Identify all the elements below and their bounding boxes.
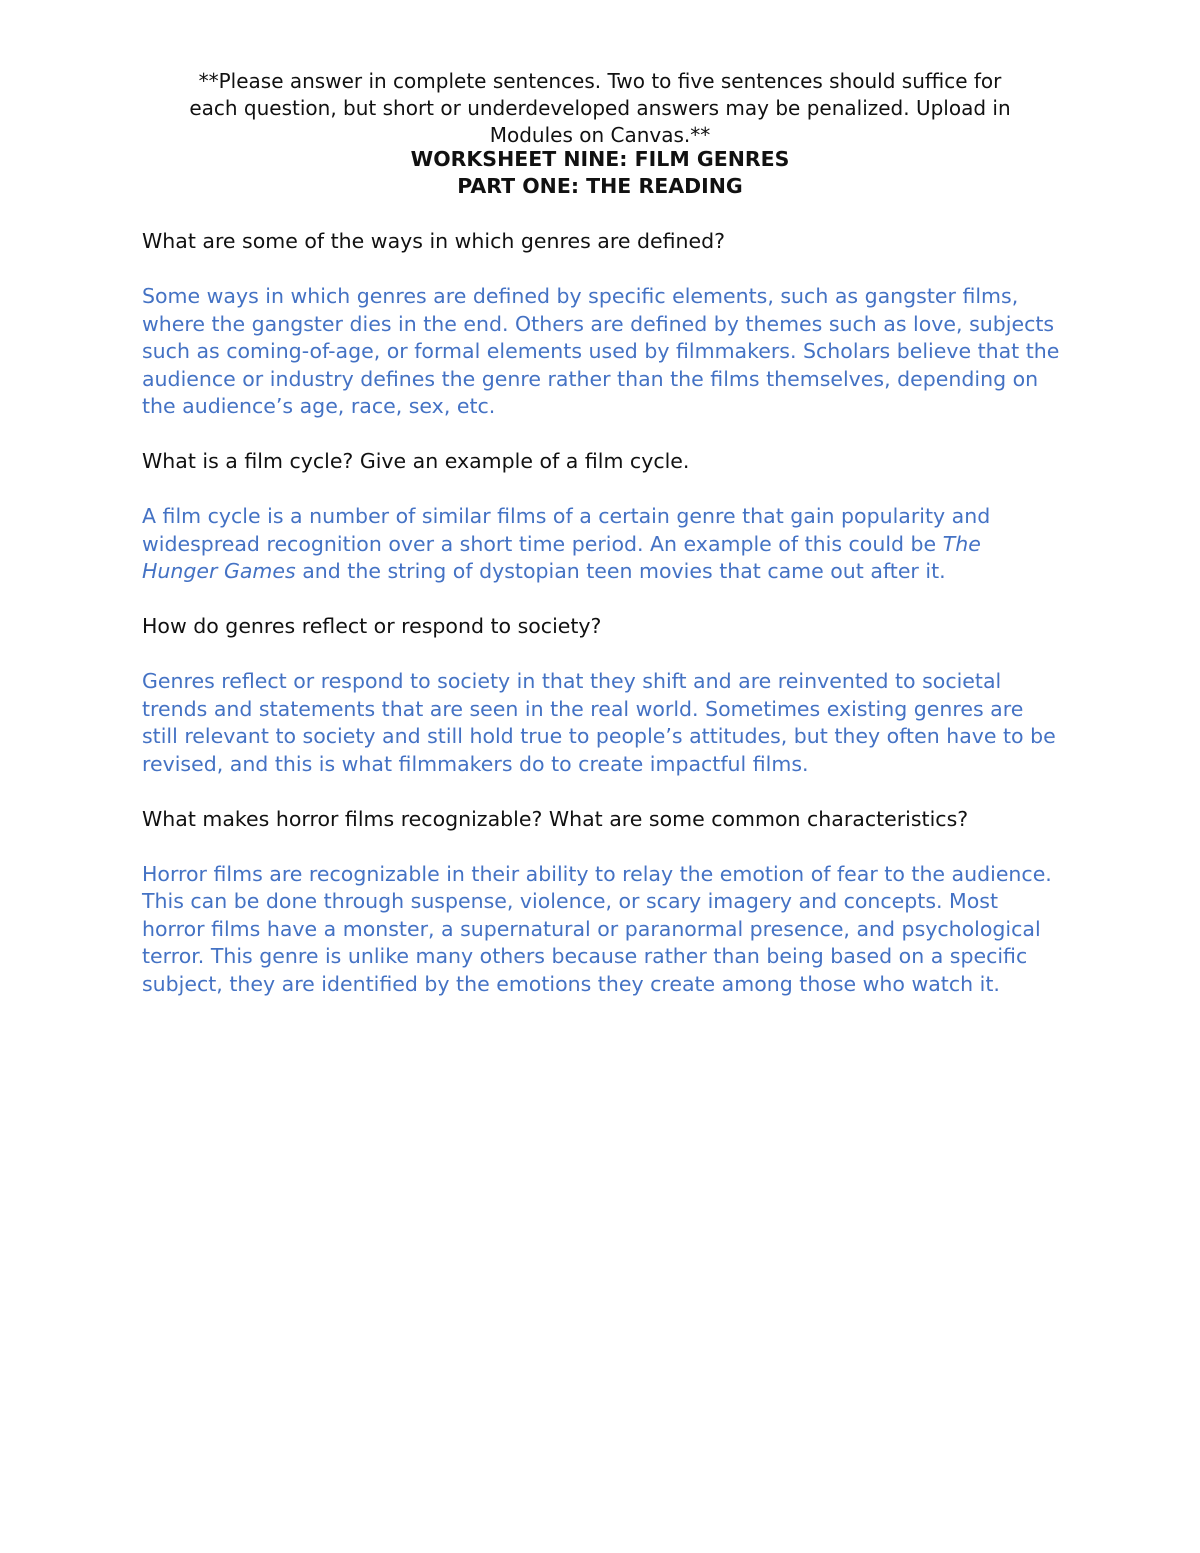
worksheet-title: WORKSHEET NINE: FILM GENRES — [410, 147, 790, 171]
answer-1: Some ways in which genres are defined by specific elements, such as gangster films, where the gangster dies in the end. Others are defined by themes such as love, subjects such as coming-of-age, or formal elements used by filmmakers. Scholars believe that the audience or industry defines the genre rather than the films themselves, depending on the audience’s age, race, sex, etc. — [142, 284, 1060, 418]
worksheet-header — [142, 146, 1058, 200]
instructions-line: Modules on Canvas.** — [489, 123, 711, 147]
answer-2-text-start: A film cycle is a number of similar films of a certain genre that gain popularity and widespread recognition over a short time period. An example of this could be — [142, 504, 991, 556]
instructions-line: each question, but short or underdeveloped answers may be penalized. Upload in — [189, 96, 1011, 120]
instructions-line: **Please answer in complete sentences. Two to five sentences should suffice for — [198, 69, 1002, 93]
answer-4: Horror films are recognizable in their ability to relay the emotion of fear to the audience. This can be done through suspense, violence, or scary imagery and concepts. Most horror films have a monster, a supernatural or paranormal presence, and psychological terror. This genre is unlike many others because rather than being based on a specific subject, they are identified by the emotions they create among those who watch it. — [142, 861, 1052, 996]
instructions-note — [142, 68, 1058, 149]
answer-2 — [142, 503, 1062, 586]
film-title-italic: The Hunger Games — [142, 531, 981, 583]
question-2: What is a film cycle? Give an example of a film cycle. — [142, 449, 690, 473]
question-answer-list — [142, 228, 1062, 998]
question-1: What are some of the ways in which genres are defined? — [142, 229, 726, 253]
question-4: What makes horror films recognizable? What are some common characteristics? — [142, 806, 969, 831]
question-3: How do genres reflect or respond to society? — [142, 614, 602, 638]
worksheet-subtitle: PART ONE: THE READING — [457, 174, 743, 198]
answer-3: Genres reflect or respond to society in that they shift and are reinvented to societal trends and statements that are seen in the real world. Sometimes existing genres are still relevant to society and still hold true to people’s attitudes, but they often have to be revised, and this is what filmmakers do to create impactful films. — [142, 669, 1056, 776]
answer-2-text-end: and the string of dystopian teen movies that came out after it. — [295, 559, 946, 583]
